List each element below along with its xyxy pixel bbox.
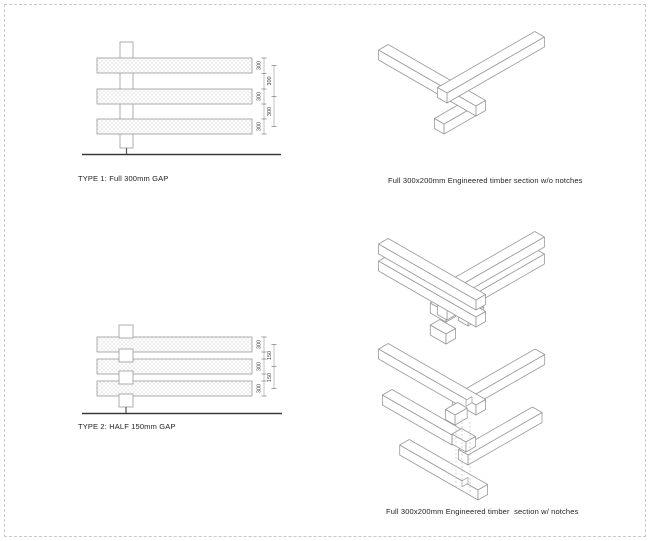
dim-label: 300 — [256, 361, 263, 372]
timber-bar — [97, 119, 252, 134]
post-block — [119, 371, 133, 384]
iso-with-notches-caption: Full 300x200mm Engineered timber section w/ notches — [386, 507, 579, 516]
timber-bar — [97, 58, 252, 73]
post-block — [119, 349, 133, 362]
post-block — [119, 394, 133, 407]
dim-label: 300 — [266, 106, 273, 117]
type2-dimension-gaps — [267, 345, 277, 389]
type1-elevation-drawing — [60, 35, 300, 185]
dim-label: 300 — [256, 339, 263, 350]
type1-dimension-gaps — [267, 66, 277, 127]
iso-corner-with-notches-drawings — [370, 230, 585, 506]
dim-label: 300 — [266, 76, 273, 86]
dim-label: 150 — [266, 350, 273, 361]
type1-dimension-bars — [256, 58, 266, 134]
dim-label: 300 — [256, 383, 263, 394]
type2-caption: TYPE 2: HALF 150mm GAP — [78, 422, 176, 431]
iso-stacked-rails-view — [379, 232, 545, 345]
iso-rail-right — [437, 32, 544, 104]
post-block — [119, 325, 133, 338]
type2-dimension-bars — [256, 337, 266, 396]
type1-timber-bars — [97, 58, 252, 134]
dim-label: 300 — [256, 60, 263, 71]
timber-bar — [97, 89, 252, 104]
iso-corner-without-notches — [370, 26, 580, 176]
type1-caption: TYPE 1: Full 300mm GAP — [78, 174, 169, 183]
type2-timber-bars — [97, 337, 252, 396]
dim-label: 300 — [256, 91, 263, 102]
iso-without-notches-caption: Full 300x200mm Engineered timber section w/o notches — [388, 176, 583, 185]
dim-label: 300 — [256, 121, 263, 132]
iso-notched-joint-view — [379, 344, 545, 501]
dim-label: 150 — [266, 372, 273, 383]
